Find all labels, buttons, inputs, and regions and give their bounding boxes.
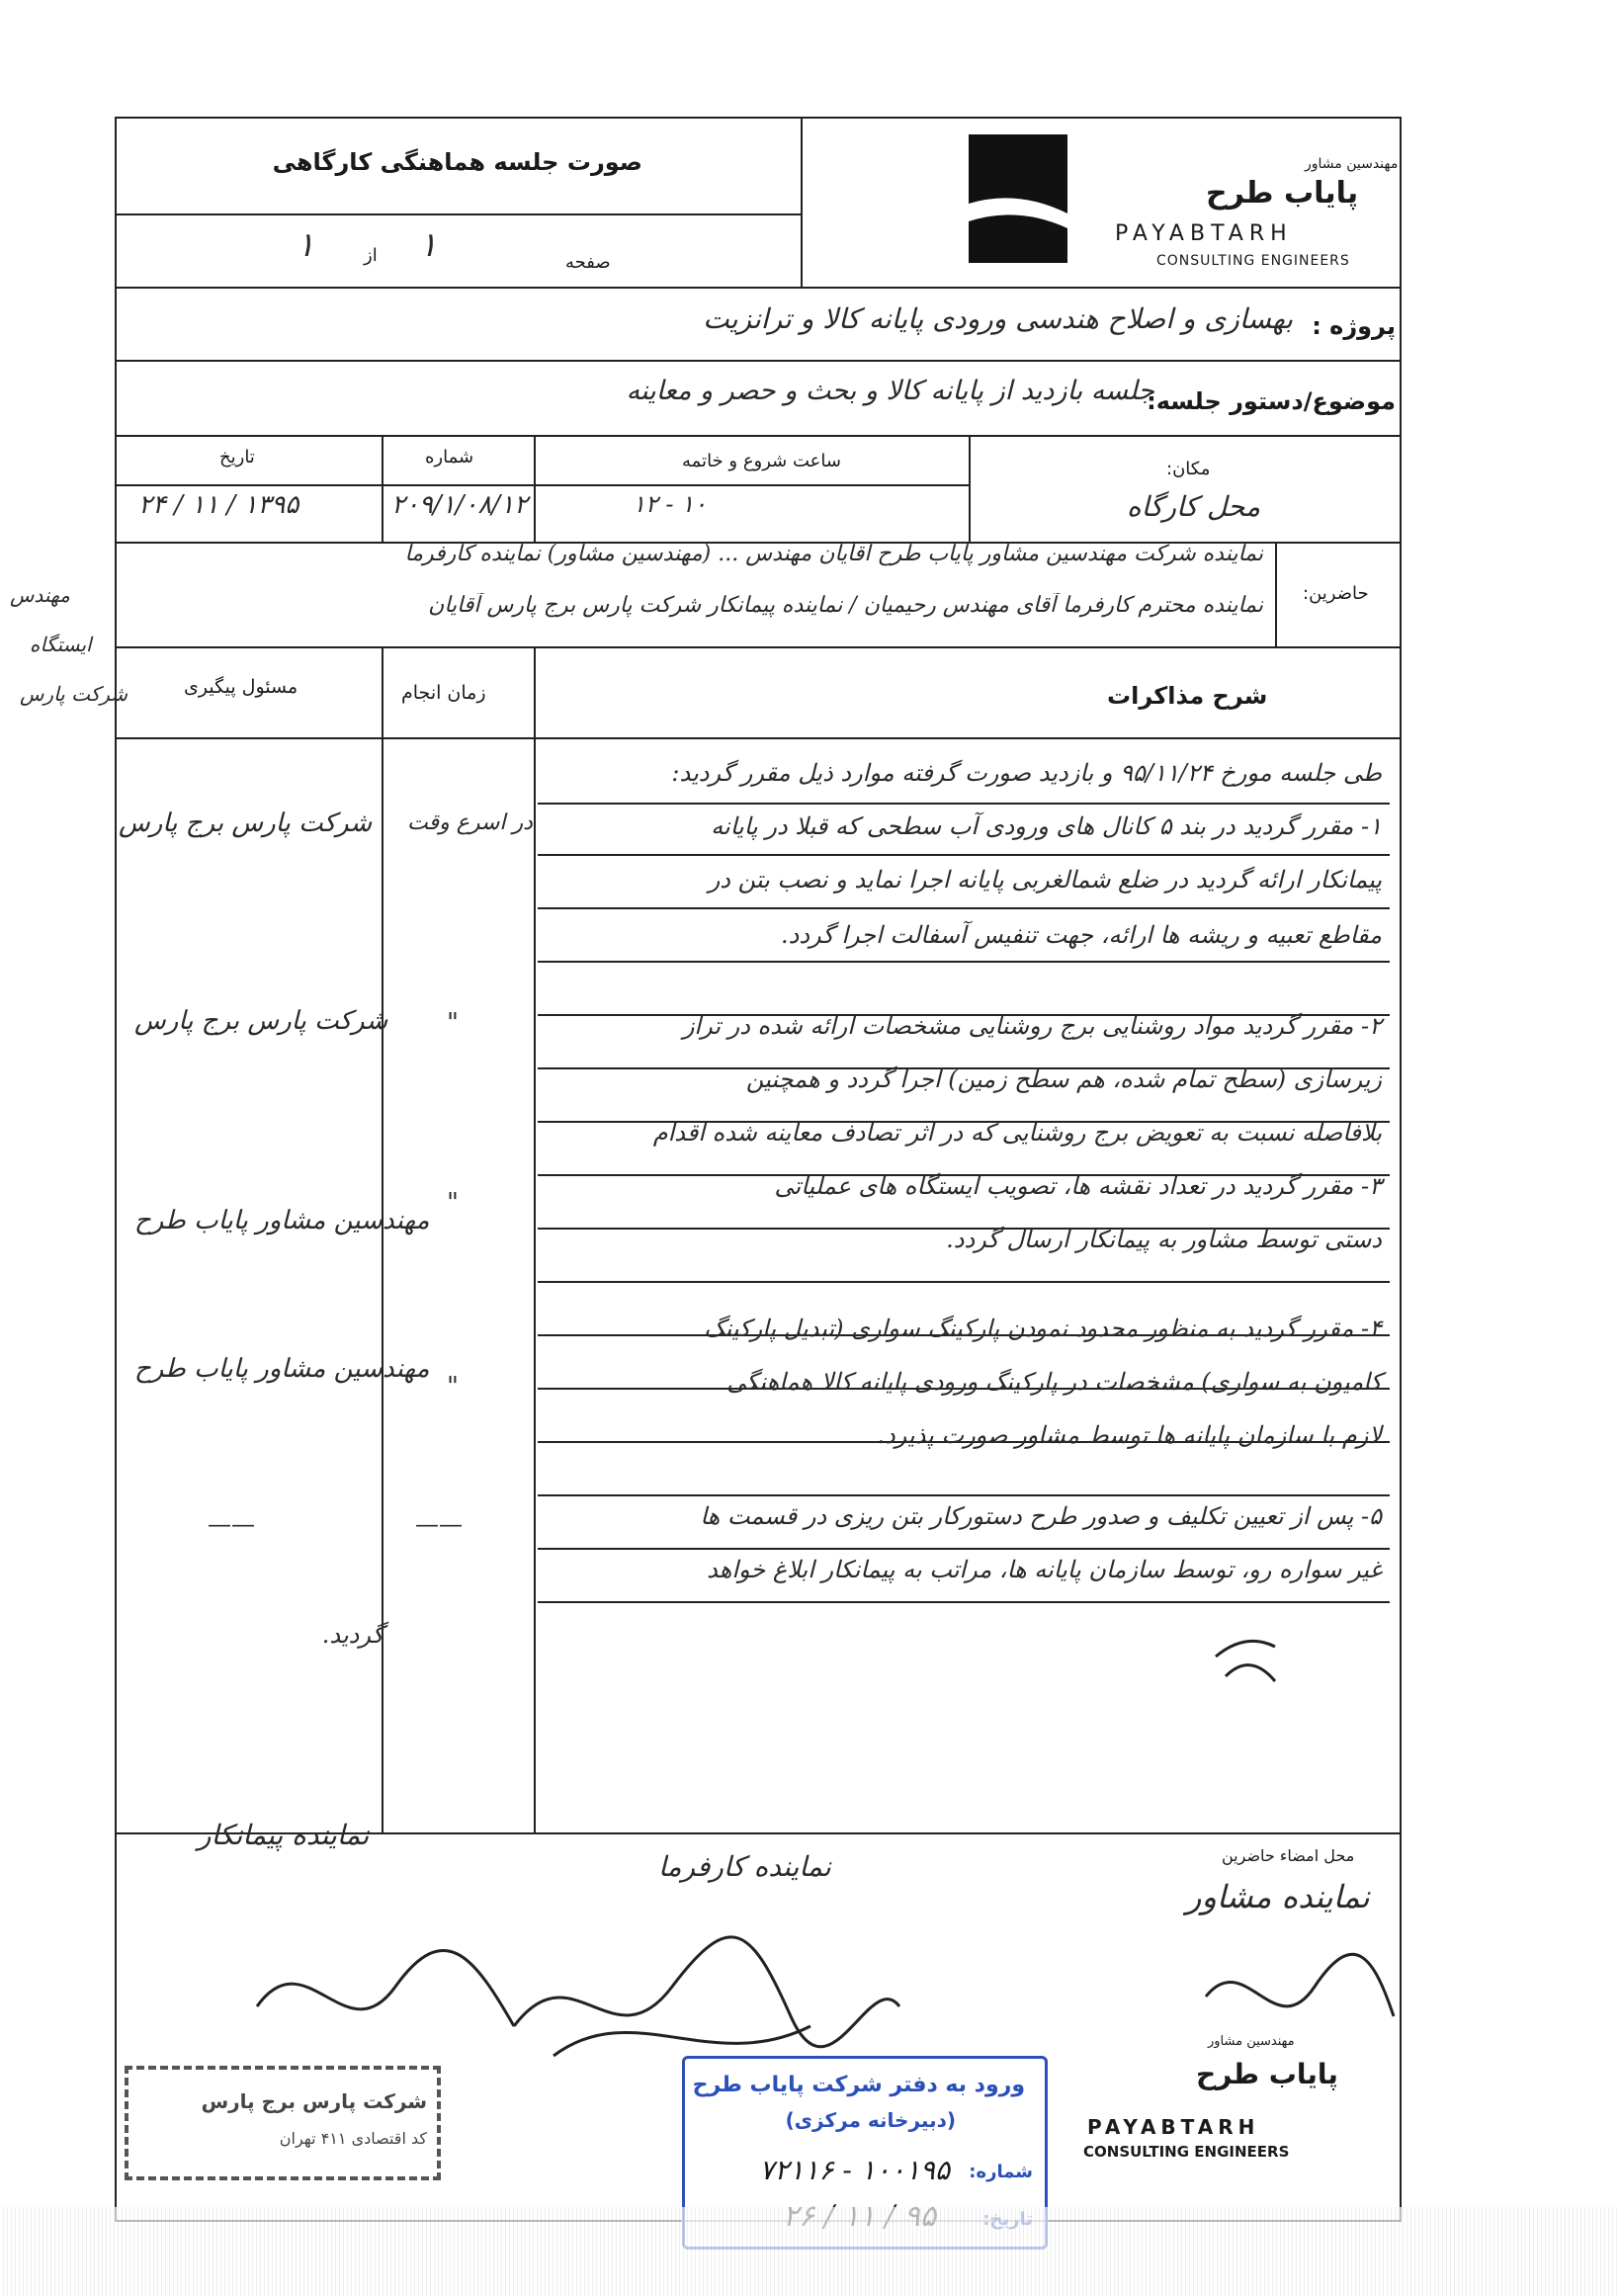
signature-scribble (247, 1927, 524, 2066)
date-value: ۱۳۹۵ / ۱۱ / ۲۴ (138, 490, 299, 520)
company-top-small: مهندسین مشاور (1305, 156, 1399, 172)
page-number: ۱ (419, 225, 438, 265)
page-of-label: از (364, 245, 378, 266)
row-time: در اسرع وقت (407, 810, 533, 835)
ruling-line (538, 1601, 1390, 1603)
number-value: ۲۰۹/۱/۰۸/۱۲ (391, 490, 528, 520)
table-col-2 (534, 646, 536, 1832)
logo-mark-icon (969, 134, 1067, 263)
time-header: زمان انجام (401, 682, 486, 704)
bottom-logo-name-fa: پایاب طرح (1196, 2058, 1338, 2090)
discussion-row: دستی توسط مشاور به پیمانکار ارسال گردد. (946, 1226, 1382, 1253)
margin-note: ایستگاه (30, 633, 92, 656)
subject-value: جلسه بازدید از پایانه کالا و بحث و حصر و معاینه (626, 376, 1154, 406)
attendees-line-2: نماینده محترم کارفرما آقای مهندس رحیمیان / نماینده پیمانکار شرکت پارس برج پارس آقایان (428, 593, 1263, 618)
bottom-logo-name-en: PAYABTARH (1087, 2115, 1260, 2139)
contractor-stamp-line1: شرکت پارس برج پارس (201, 2089, 427, 2113)
place-value: محل کارگاه (1127, 490, 1261, 523)
discussion-row: مقاطع تعبیه و ریشه ها ارائه، جهت تنفیس آسفالت اجرا گردد. (781, 921, 1382, 949)
receipt-number-value: ۱۰۰۱۹۵ - ۷۲۱۱۶ (759, 2154, 950, 2186)
place-label: مکان: (1166, 459, 1211, 479)
row-time: " (447, 1008, 459, 1038)
discussion-row: ۴- مقرر گردید به منظور محدود نمودن پارکینگ سواری (تبدیل پارکینگ (704, 1315, 1382, 1342)
title-divider (115, 213, 801, 215)
attendees-line-1: نماینده شرکت مهندسین مشاور پایاب طرح آقایان مهندس ... (مهندسین مشاور) نماینده کارفرما (404, 542, 1263, 566)
bottom-logo-small: مهندسین مشاور (1208, 2034, 1295, 2049)
time-value: ۱۰ - ۱۲ (633, 490, 707, 518)
row-time: —— (415, 1510, 463, 1538)
company-logo (969, 134, 1067, 267)
scan-noise (0, 2207, 1619, 2296)
ruling-line (538, 1281, 1390, 1283)
row-responsible: —— (208, 1510, 255, 1538)
signature-client: نماینده پیمانکار (198, 1819, 370, 1851)
row-responsible: شرکت پارس برج پارس (134, 1006, 388, 1036)
meta-col-1 (382, 435, 383, 542)
form-title: صورت جلسه هماهنگی کارگاهی (272, 148, 642, 176)
discussion-row: گردید. (321, 1621, 383, 1649)
ruling-line (538, 854, 1390, 856)
attendees-divider (115, 646, 1402, 648)
discussion-row: زیرسازی (سطح تمام شده، هم سطح زمین) اجرا گردد و همچنین (745, 1065, 1382, 1093)
table-col-1 (382, 646, 383, 1832)
discussion-row: ۲- مقرر گردید مواد روشنایی برج روشنایی مشخصات ارائه شده در تراز (682, 1012, 1382, 1040)
subject-divider (115, 435, 1402, 437)
ruling-line (538, 803, 1390, 805)
company-sub-en: CONSULTING ENGINEERS (1156, 253, 1350, 269)
attendees-col (1275, 542, 1277, 646)
bottom-logo-sub-en: CONSULTING ENGINEERS (1083, 2143, 1290, 2161)
margin-note: شرکت پارس (20, 682, 128, 706)
responsible-header: مسئول پیگیری (184, 676, 298, 698)
number-label: شماره (425, 447, 474, 468)
contractor-stamp-line2: کد اقتصادی ۴۱۱ تهران (279, 2129, 427, 2148)
header-divider (115, 287, 1402, 289)
discussion-row: ۱- مقرر گردید در بند ۵ کانال های ورودی آب سطحی که قبلا در پایانه (711, 812, 1382, 840)
signature-consultant: نماینده مشاور (1186, 1878, 1370, 1915)
discussion-row: لازم با سازمان پایانه ها توسط مشاور صورت پذیرد. (877, 1421, 1382, 1449)
header-vertical-divider (801, 117, 803, 287)
ruling-line (538, 1494, 1390, 1496)
receipt-stamp-subtitle: (دبیرخانه مرکزی) (785, 2108, 956, 2132)
table-header-divider (115, 737, 1402, 739)
description-header: شرح مذاکرات (1107, 682, 1268, 710)
project-label: پروژه : (1312, 312, 1396, 340)
subject-label: موضوع/دستور جلسه: (1147, 387, 1396, 415)
row-responsible: شرکت پارس برج پارس (119, 808, 373, 838)
row-time: " (447, 1188, 459, 1218)
end-of-text-mark-icon (1206, 1627, 1285, 1686)
attendees-label: حاضرین: (1303, 583, 1369, 604)
project-divider (115, 360, 1402, 362)
discussion-row: بلافاصله نسبت به تعویض برج روشنایی که در اثر تصادف معاینه شده اقدام (652, 1119, 1382, 1147)
discussion-row: ۳- مقرر گردید در تعداد نقشه ها، تصویب ایستگاه های عملیاتی (774, 1172, 1382, 1200)
discussion-row: طی جلسه مورخ ۹۵/۱۱/۲۴ و بازدید صورت گرفته موارد ذیل مقرر گردید: (671, 759, 1382, 787)
contractor-stamp (125, 2066, 441, 2180)
time-label: ساعت شروع و خاتمه (682, 451, 841, 471)
signature-contractor: نماینده کارفرما (658, 1850, 831, 1883)
ruling-line (538, 907, 1390, 909)
receipt-number-label: شماره: (969, 2162, 1033, 2182)
company-name-fa: پایاب طرح (1206, 176, 1359, 211)
meta-col-3 (969, 435, 971, 542)
discussion-row: کامیون به سواری) مشخصات در پارکینگ ورودی پایانه کالا هماهنگی (726, 1368, 1382, 1396)
page-total: ۱ (297, 225, 315, 265)
row-responsible: مهندسین مشاور پایاب طرح (134, 1354, 430, 1384)
discussion-row: غیر سواره رو، توسط سازمان پایانه ها، مراتب به پیمانکار ابلاغ خواهد (707, 1556, 1382, 1583)
date-label: تاریخ (219, 447, 255, 468)
row-responsible: مهندسین مشاور پایاب طرح (134, 1206, 430, 1235)
ruling-line (538, 961, 1390, 963)
discussion-row: پیمانکار ارائه گردید در ضلع شمالغربی پایانه اجرا نماید و نصب بتن در (708, 866, 1382, 893)
page-label: صفحه (565, 252, 611, 273)
discussion-row: ۵- پس از تعیین تکلیف و صدور طرح دستورکار بتن ریزی در قسمت ها (700, 1502, 1382, 1530)
project-value: بهسازی و اصلاح هندسی ورودی پایانه کالا و ترانزیت (703, 302, 1293, 335)
company-name-en: PAYABTARH (1115, 221, 1293, 246)
meta-col-2 (534, 435, 536, 542)
signature-label: محل امضاء حاضرین (1222, 1846, 1355, 1865)
row-time: " (447, 1372, 459, 1402)
margin-note: مهندس (10, 583, 70, 607)
ruling-line (538, 1548, 1390, 1550)
receipt-stamp-title: ورود به دفتر شرکت پایاب طرح (692, 2073, 1025, 2097)
meta-label-divider (115, 484, 970, 486)
